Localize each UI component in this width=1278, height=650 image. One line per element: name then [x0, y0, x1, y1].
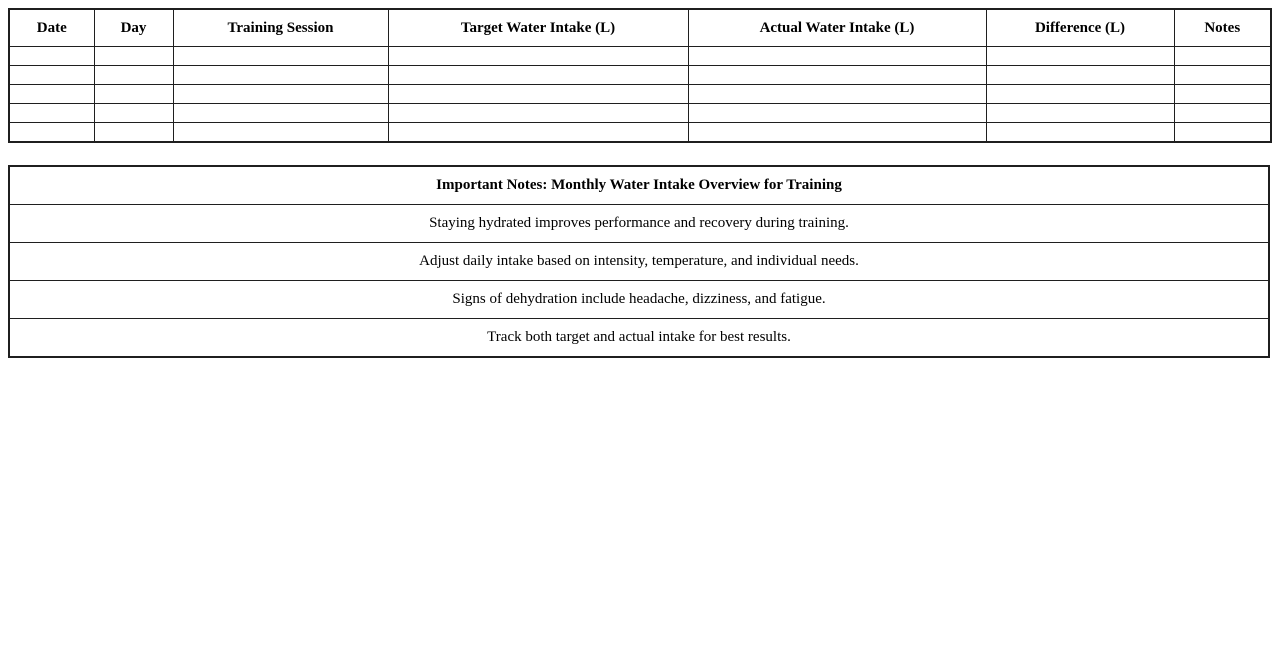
note-row	[9, 281, 1269, 319]
log-cell-day[interactable]	[94, 104, 173, 123]
log-cell-training-session[interactable]	[173, 123, 388, 143]
log-cell-actual-water-intake[interactable]	[688, 47, 986, 66]
column-header-actual-water-intake: Actual Water Intake (L)	[688, 9, 986, 47]
log-cell-actual-water-intake[interactable]	[688, 104, 986, 123]
log-cell-day[interactable]	[94, 85, 173, 104]
note-item: Adjust daily intake based on intensity, temperature, and individual needs.	[9, 243, 1269, 281]
log-cell-difference[interactable]	[986, 47, 1174, 66]
log-header-row	[9, 9, 1271, 47]
column-header-date: Date	[9, 9, 94, 47]
log-cell-actual-water-intake[interactable]	[688, 123, 986, 143]
column-header-target-water-intake: Target Water Intake (L)	[388, 9, 688, 47]
log-cell-actual-water-intake[interactable]	[688, 85, 986, 104]
column-header-day: Day	[94, 9, 173, 47]
important-notes-table	[8, 165, 1270, 358]
notes-title: Important Notes: Monthly Water Intake Overview for Training	[9, 166, 1269, 205]
log-cell-actual-water-intake[interactable]	[688, 66, 986, 85]
log-cell-date[interactable]	[9, 85, 94, 104]
notes-title-row	[9, 166, 1269, 205]
column-header-notes: Notes	[1174, 9, 1271, 47]
log-cell-difference[interactable]	[986, 104, 1174, 123]
log-cell-notes[interactable]	[1174, 123, 1271, 143]
log-cell-date[interactable]	[9, 123, 94, 143]
log-cell-target-water-intake[interactable]	[388, 85, 688, 104]
log-cell-difference[interactable]	[986, 66, 1174, 85]
log-empty-row	[9, 47, 1271, 66]
log-cell-notes[interactable]	[1174, 85, 1271, 104]
log-cell-date[interactable]	[9, 47, 94, 66]
log-cell-notes[interactable]	[1174, 104, 1271, 123]
log-cell-day[interactable]	[94, 66, 173, 85]
log-cell-target-water-intake[interactable]	[388, 104, 688, 123]
log-cell-target-water-intake[interactable]	[388, 47, 688, 66]
log-cell-difference[interactable]	[986, 85, 1174, 104]
log-cell-target-water-intake[interactable]	[388, 66, 688, 85]
log-cell-training-session[interactable]	[173, 47, 388, 66]
log-cell-day[interactable]	[94, 47, 173, 66]
log-cell-day[interactable]	[94, 123, 173, 143]
log-cell-training-session[interactable]	[173, 104, 388, 123]
column-header-difference: Difference (L)	[986, 9, 1174, 47]
log-cell-date[interactable]	[9, 66, 94, 85]
log-cell-difference[interactable]	[986, 123, 1174, 143]
log-empty-row	[9, 104, 1271, 123]
note-row	[9, 319, 1269, 358]
log-empty-row	[9, 66, 1271, 85]
log-cell-notes[interactable]	[1174, 47, 1271, 66]
note-row	[9, 205, 1269, 243]
note-row	[9, 243, 1269, 281]
note-item: Track both target and actual intake for best results.	[9, 319, 1269, 358]
log-cell-notes[interactable]	[1174, 66, 1271, 85]
log-cell-target-water-intake[interactable]	[388, 123, 688, 143]
log-cell-date[interactable]	[9, 104, 94, 123]
log-empty-row	[9, 85, 1271, 104]
log-cell-training-session[interactable]	[173, 66, 388, 85]
log-empty-row	[9, 123, 1271, 143]
water-intake-log-table	[8, 8, 1272, 143]
log-cell-training-session[interactable]	[173, 85, 388, 104]
note-item: Staying hydrated improves performance and recovery during training.	[9, 205, 1269, 243]
column-header-training-session: Training Session	[173, 9, 388, 47]
note-item: Signs of dehydration include headache, dizziness, and fatigue.	[9, 281, 1269, 319]
